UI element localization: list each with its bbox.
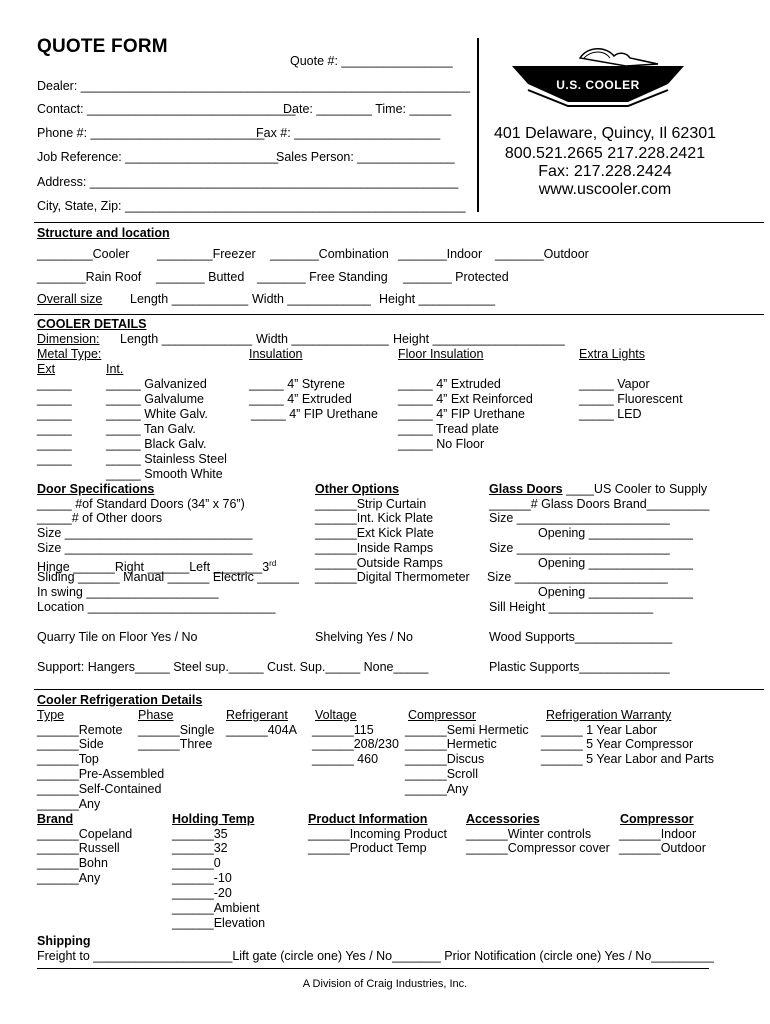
dimension-width-field[interactable]: Width ______________ xyxy=(256,332,389,346)
brand-option[interactable]: ______Russell xyxy=(37,841,120,855)
metal-option[interactable]: _____ Smooth White xyxy=(106,467,223,481)
phase-option[interactable]: ______Single xyxy=(138,723,215,737)
refrigerant-label: Refrigerant xyxy=(226,708,288,722)
overall-height-field[interactable]: Height ___________ xyxy=(379,292,496,306)
product-information-heading: Product Information xyxy=(308,812,428,826)
voltage-label: Voltage xyxy=(315,708,357,722)
insulation-option[interactable]: _____ 4” Styrene xyxy=(249,377,345,391)
other-option[interactable]: ______Strip Curtain xyxy=(315,497,427,511)
job-reference-field[interactable]: Job Reference: ______________________ xyxy=(37,150,279,164)
ext-blank[interactable]: _____ xyxy=(37,377,72,391)
ext-label: Ext xyxy=(37,362,56,376)
sliding-field[interactable]: Sliding ______ Manual ______ Electric ______ xyxy=(37,570,299,584)
type-option[interactable]: ______Any xyxy=(37,797,101,811)
compressor-option[interactable]: ______Hermetic xyxy=(405,737,497,751)
in-swing-field[interactable]: In swing ___________________ xyxy=(37,585,219,599)
door-location-field[interactable]: Location ___________________________ xyxy=(37,600,276,614)
phone-field[interactable]: Phone #: _________________________ xyxy=(37,126,265,140)
temp-option[interactable]: ______35 xyxy=(172,827,228,841)
floor-option[interactable]: _____ Tread plate xyxy=(398,422,499,436)
overall-width-field[interactable]: Width ____________ xyxy=(252,292,371,306)
divider xyxy=(34,689,764,690)
phase-option[interactable]: ______Three xyxy=(138,737,213,751)
structure-heading: Structure and location xyxy=(37,226,170,240)
temp-option[interactable]: ______-10 xyxy=(172,871,232,885)
logo-text: U.S. COOLER xyxy=(556,78,640,92)
door-size-field[interactable]: Size ___________________________ xyxy=(37,526,253,540)
dimension-label: Dimension: xyxy=(37,332,100,346)
metal-option[interactable]: _____ White Galv. xyxy=(106,407,208,421)
light-option[interactable]: _____ Vapor xyxy=(579,377,650,391)
compressor-option[interactable]: ______Semi Hermetic xyxy=(405,723,529,737)
holding-temp-heading: Holding Temp xyxy=(172,812,255,826)
floor-insulation-label: Floor Insulation xyxy=(398,347,484,361)
protected-option[interactable]: _______ Protected xyxy=(403,270,509,284)
header-divider xyxy=(477,38,479,212)
warranty-label: Refrigeration Warranty xyxy=(546,708,672,722)
other-option[interactable]: ______Digital Thermometer xyxy=(315,570,470,584)
glass-opening-field[interactable]: Opening _______________ xyxy=(538,585,694,599)
type-option[interactable]: ______Side xyxy=(37,737,104,751)
insulation-option[interactable]: _____ 4” Extruded xyxy=(249,392,352,406)
type-label: Type xyxy=(37,708,65,722)
glass-doors-heading: Glass Doors xyxy=(489,482,563,496)
other-option[interactable]: ______Ext Kick Plate xyxy=(315,526,434,540)
other-doors-field[interactable]: _____# of Other doors xyxy=(37,511,163,525)
overall-length-field[interactable]: Length ___________ xyxy=(130,292,249,306)
insulation-label: Insulation xyxy=(249,347,303,361)
compressor-location-option[interactable]: ______Outdoor xyxy=(619,841,706,855)
date-time-field[interactable]: Date: ________ Time: ______ xyxy=(283,102,452,116)
glass-size-field[interactable]: Size ______________________ xyxy=(489,541,670,555)
refrigeration-heading: Cooler Refrigeration Details xyxy=(37,693,203,707)
compressor-label: Compressor xyxy=(408,708,477,722)
cooler-option[interactable]: ________Cooler xyxy=(37,247,130,261)
metal-option[interactable]: _____ Galvanized xyxy=(106,377,207,391)
city-state-zip-field[interactable]: City, State, Zip: _________________________________________________ xyxy=(37,199,466,213)
cooler-details-heading: COOLER DETAILS xyxy=(37,317,147,331)
temp-option[interactable]: ______Elevation xyxy=(172,916,266,930)
us-cooler-supply-field[interactable]: ____US Cooler to Supply xyxy=(566,482,708,496)
compressor-location-option[interactable]: ______Indoor xyxy=(619,827,697,841)
quarry-tile-field[interactable]: Quarry Tile on Floor Yes / No xyxy=(37,630,198,644)
divider xyxy=(34,222,764,223)
accessory-option[interactable]: ______Compressor cover xyxy=(466,841,610,855)
door-specifications-heading: Door Specifications xyxy=(37,482,155,496)
glass-doors-row xyxy=(489,482,707,497)
glass-size-field[interactable]: Size ______________________ xyxy=(489,511,670,525)
floor-option[interactable]: _____ 4” Ext Reinforced xyxy=(398,392,533,406)
brand-option[interactable]: ______Any xyxy=(37,871,101,885)
metal-option[interactable]: _____ Stainless Steel xyxy=(106,452,227,466)
fax-field[interactable]: Fax #: _____________________ xyxy=(256,126,441,140)
footer-divider xyxy=(37,968,709,969)
company-address: 401 Delaware, Quincy, Il 62301 xyxy=(493,125,717,142)
door-size-field[interactable]: Size ___________________________ xyxy=(37,541,253,555)
warranty-option[interactable]: ______ 5 Year Labor and Parts xyxy=(541,752,715,766)
floor-option[interactable]: _____ No Floor xyxy=(398,437,485,451)
extra-lights-label: Extra Lights xyxy=(579,347,646,361)
glass-opening-field[interactable]: Opening _______________ xyxy=(538,556,694,570)
dealer-field[interactable]: Dealer: ________________________________________________________ xyxy=(37,79,471,93)
temp-option[interactable]: ______32 xyxy=(172,841,228,855)
ext-blank[interactable]: _____ xyxy=(37,452,72,466)
floor-option[interactable]: _____ 4” FIP Urethane xyxy=(398,407,525,421)
glass-opening-field[interactable]: Opening _______________ xyxy=(538,526,694,540)
quote-number-field[interactable]: Quote #: ________________ xyxy=(290,54,453,68)
warranty-option[interactable]: ______ 5 Year Compressor xyxy=(541,737,694,751)
free-standing-option[interactable]: _______ Free Standing xyxy=(257,270,388,284)
warranty-option[interactable]: ______ 1 Year Labor xyxy=(541,723,658,737)
support-field[interactable]: Support: Hangers_____ Steel sup._____ Cust. Sup._____ None_____ xyxy=(37,660,429,674)
insulation-option[interactable]: _____ 4” FIP Urethane xyxy=(251,407,378,421)
hinge-superscript: rd xyxy=(269,559,277,568)
other-option[interactable]: ______Inside Ramps xyxy=(315,541,434,555)
plastic-supports-field[interactable]: Plastic Supports_____________ xyxy=(489,660,670,674)
floor-option[interactable]: _____ 4” Extruded xyxy=(398,377,501,391)
other-option[interactable]: ______Int. Kick Plate xyxy=(315,511,434,525)
compressor-option[interactable]: ______Discus xyxy=(405,752,485,766)
refrigerant-option[interactable]: ______404A xyxy=(226,723,297,737)
type-option[interactable]: ______Top xyxy=(37,752,99,766)
shipping-field[interactable]: Freight to ____________________Lift gate (circle one) Yes / No_______ Prior Notification (circle one) Yes / No_________ xyxy=(37,949,714,963)
metal-option[interactable]: _____ Galvalume xyxy=(106,392,204,406)
sill-height-field[interactable]: Sill Height _______________ xyxy=(489,600,654,614)
hinge-text: Hinge ______Right ______Left _______3 xyxy=(37,560,270,575)
contact-field[interactable]: Contact: ______________________________ xyxy=(37,102,296,116)
metal-option[interactable]: _____ Black Galv. xyxy=(106,437,207,451)
compressor-location-heading: Compressor xyxy=(620,812,694,826)
temp-option[interactable]: ______-20 xyxy=(172,886,232,900)
shelving-field[interactable]: Shelving Yes / No xyxy=(315,630,413,644)
temp-option[interactable]: ______0 xyxy=(172,856,221,870)
brand-heading: Brand xyxy=(37,812,74,826)
int-label: Int. xyxy=(106,362,124,376)
dimension-length-field[interactable]: Length _____________ xyxy=(120,332,253,346)
company-fax: Fax: 217.228.2424 xyxy=(538,163,672,180)
company-website: www.uscooler.com xyxy=(538,181,672,198)
type-option[interactable]: ______Remote xyxy=(37,723,123,737)
freezer-option[interactable]: ________Freezer xyxy=(157,247,256,261)
us-cooler-logo xyxy=(508,44,688,110)
compressor-option[interactable]: ______Scroll xyxy=(405,767,478,781)
shipping-heading: Shipping xyxy=(37,934,91,948)
overall-size-label: Overall size xyxy=(37,292,103,306)
divider xyxy=(34,314,764,315)
accessories-heading: Accessories xyxy=(466,812,540,826)
glass-size-field[interactable]: Size ______________________ xyxy=(487,570,668,584)
rain-roof-option[interactable]: _______Rain Roof xyxy=(37,270,142,284)
metal-type-label: Metal Type: xyxy=(37,347,102,361)
voltage-option[interactable]: ______208/230 xyxy=(312,737,399,751)
glass-doors-brand-field[interactable]: ______# Glass Doors Brand_________ xyxy=(489,497,710,511)
product-option[interactable]: ______Product Temp xyxy=(308,841,427,855)
indoor-option[interactable]: _______Indoor xyxy=(398,247,483,261)
voltage-option[interactable]: ______ 460 xyxy=(312,752,379,766)
ext-blank[interactable]: _____ xyxy=(37,437,72,451)
brand-option[interactable]: ______Copeland xyxy=(37,827,133,841)
form-title: QUOTE FORM xyxy=(37,36,168,57)
temp-option[interactable]: ______Ambient xyxy=(172,901,260,915)
company-phones: 800.521.2665 217.228.2421 xyxy=(504,145,706,162)
butted-option[interactable]: _______ Butted xyxy=(156,270,245,284)
standard-doors-field[interactable]: _____ #of Standard Doors (34” x 76”) xyxy=(37,497,245,511)
product-option[interactable]: ______Incoming Product xyxy=(308,827,447,841)
outdoor-option[interactable]: _______Outdoor xyxy=(495,247,589,261)
light-option[interactable]: _____ LED xyxy=(579,407,642,421)
metal-option[interactable]: _____ Tan Galv. xyxy=(106,422,196,436)
sales-person-field[interactable]: Sales Person: ______________ xyxy=(276,150,455,164)
combination-option[interactable]: _______Combination xyxy=(270,247,389,261)
phase-label: Phase xyxy=(138,708,174,722)
brand-option[interactable]: ______Bohn xyxy=(37,856,108,870)
type-option[interactable]: ______Pre-Assembled xyxy=(37,767,165,781)
wood-supports-field[interactable]: Wood Supports______________ xyxy=(489,630,673,644)
type-option[interactable]: ______Self-Contained xyxy=(37,782,162,796)
logo-emblem-icon xyxy=(508,44,688,110)
ext-blank[interactable]: _____ xyxy=(37,407,72,421)
dimension-height-field[interactable]: Height ___________________ xyxy=(393,332,565,346)
address-field[interactable]: Address: _____________________________________________________ xyxy=(37,175,459,189)
light-option[interactable]: _____ Fluorescent xyxy=(579,392,683,406)
footer-text: A Division of Craig Industries, Inc. xyxy=(302,978,468,990)
other-option[interactable]: ______Outside Ramps xyxy=(315,556,443,570)
voltage-option[interactable]: ______115 xyxy=(312,723,374,737)
other-options-heading: Other Options xyxy=(315,482,400,496)
ext-blank[interactable]: _____ xyxy=(37,392,72,406)
ext-blank[interactable]: _____ xyxy=(37,422,72,436)
accessory-option[interactable]: ______Winter controls xyxy=(466,827,592,841)
compressor-option[interactable]: ______Any xyxy=(405,782,469,796)
